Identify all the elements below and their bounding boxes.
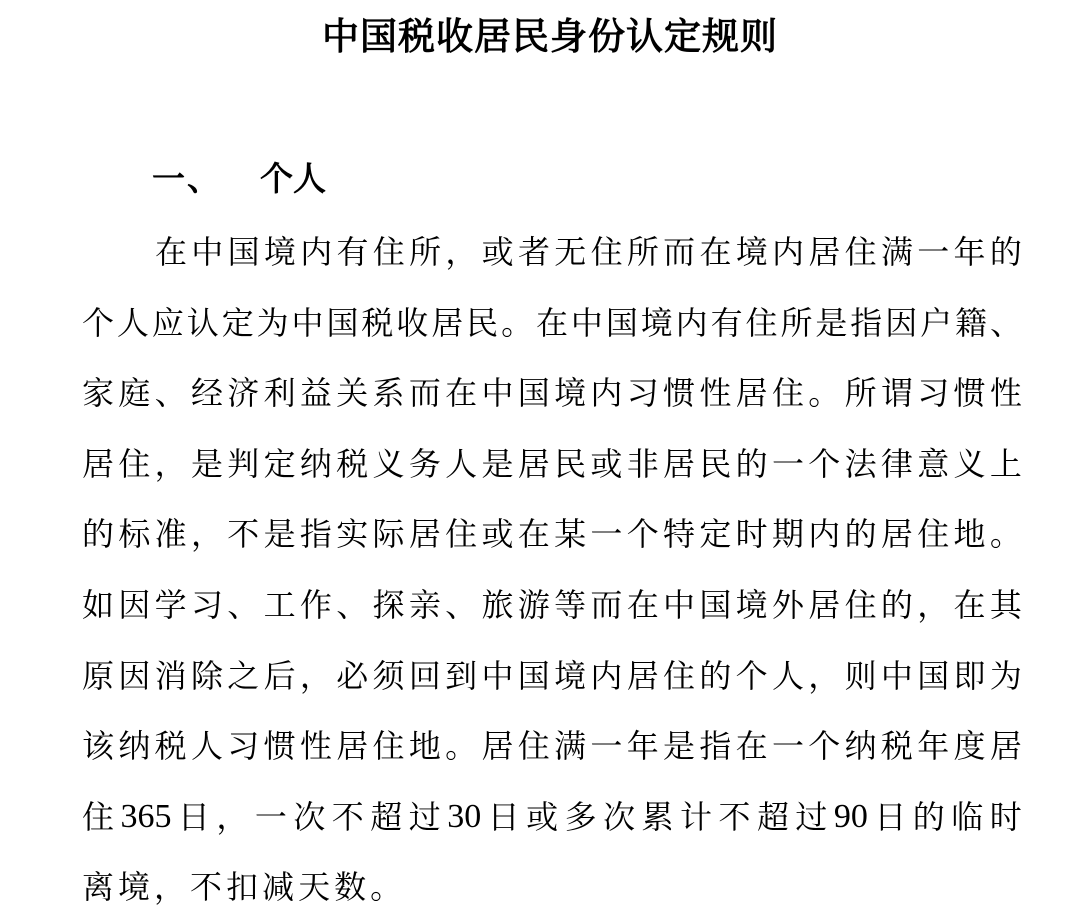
paragraph-line: 个 人 应 认 定 为 中 国 税 收 居 民 。 在 中 国 境 内 有 住 所 是 指 因 户 籍 、 [82, 304, 1022, 342]
paragraph-line: 的 标 准 ， 不 是 指 实 际 居 住 或 在 某 一 个 特 定 时 期 内 的 居 住 地 。 [82, 515, 1022, 553]
document-title: 中国税收居民身份认定规则 [322, 15, 778, 58]
paragraph-line: 原 因 消 除 之 后 ， 必 须 回 到 中 国 境 内 居 住 的 个 人 ， 则 中 国 即 为 [82, 657, 1022, 695]
section-heading [152, 156, 326, 202]
paragraph-line: 住 365 日 ， 一 次 不 超 过 30 日 或 多 次 累 计 不 超 过 90 日 的 临 时 [82, 798, 1022, 836]
paragraph-line: 在 中 国 境 内 有 住 所 ， 或 者 无 住 所 而 在 境 内 居 住 满 一 年 的 [155, 233, 1022, 271]
paragraph-line: 该 纳 税 人 习 惯 性 居 住 地 。 居 住 满 一 年 是 指 在 一 个 纳 税 年 度 居 [82, 727, 1022, 765]
section-heading-text: 个人 [260, 159, 326, 198]
paragraph-line: 居 住 ， 是 判 定 纳 税 义 务 人 是 居 民 或 非 居 民 的 一 个 法 律 意 义 上 [82, 445, 1022, 483]
paragraph-line: 离 境 ， 不 扣 减 天 数 。 [82, 868, 403, 906]
section-number: 一、 [152, 159, 222, 198]
paragraph-line: 如 因 学 习 、 工 作 、 探 亲 、 旅 游 等 而 在 中 国 境 外 居 住 的 ， 在 其 [82, 586, 1022, 624]
paragraph-line: 家 庭 、 经 济 利 益 关 系 而 在 中 国 境 内 习 惯 性 居 住 。 所 谓 习 惯 性 [82, 374, 1022, 412]
